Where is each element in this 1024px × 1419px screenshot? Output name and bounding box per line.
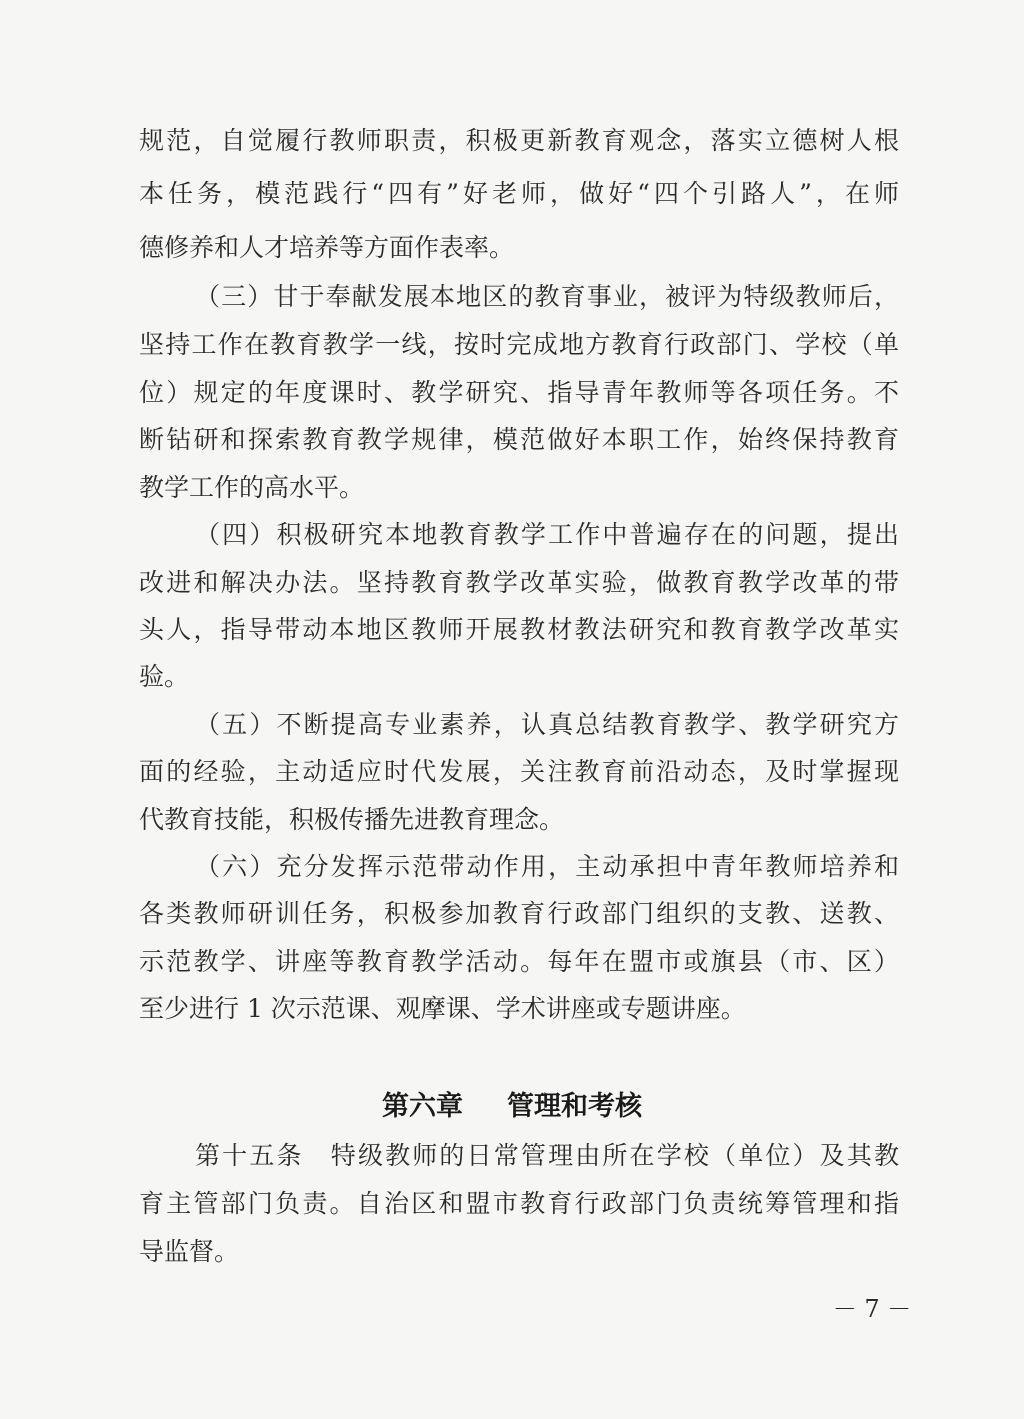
body-line: 头人，指导带动本地区教师开展教材教法研究和教育教学改革实 [139, 615, 899, 644]
body-line: 各类教师研训任务，积极参加教育行政部门组织的支教、送教、 [139, 899, 899, 928]
body-line: 本任务，模范践行“四有”好老师，做好“四个引路人”，在师 [139, 179, 899, 208]
body-line: （五）不断提高专业素养，认真总结教育教学、教学研究方 [195, 710, 899, 739]
body-line: 示范教学、讲座等教育教学活动。每年在盟市或旗县（市、区） [139, 947, 899, 976]
article-line: 育主管部门负责。自治区和盟市教育行政部门负责统筹管理和指 [139, 1189, 899, 1218]
body-line: （四）积极研究本地教育教学工作中普遍存在的问题，提出 [195, 520, 899, 549]
chapter-number: 第六章 [382, 1091, 463, 1122]
page-number: － 7 － [832, 1295, 912, 1323]
body-line: 断钻研和探索教育教学规律，模范做好本职工作，始终保持教育 [139, 425, 899, 454]
article-line: 第十五条 特级教师的日常管理由所在学校（单位）及其教 [195, 1141, 899, 1170]
body-line: 至少进行 1 次示范课、观摩课、学术讲座或专题讲座。 [139, 994, 746, 1023]
body-line: 验。 [139, 662, 190, 691]
article-line: 导监督。 [139, 1237, 240, 1266]
chapter-heading [0, 1089, 1024, 1125]
body-line: 德修养和人才培养等方面作表率。 [139, 233, 515, 262]
body-line: 代教育技能，积极传播先进教育理念。 [139, 805, 565, 834]
body-line: 教学工作的高水平。 [139, 473, 365, 502]
body-line: （六）充分发挥示范带动作用，主动承担中青年教师培养和 [195, 852, 899, 881]
body-line: 坚持工作在教育教学一线，按时完成地方教育行政部门、学校（单 [139, 330, 899, 359]
body-line: 位）规定的年度课时、教学研究、指导青年教师等各项任务。不 [139, 378, 899, 407]
body-line: 改进和解决办法。坚持教育教学改革实验，做教育教学改革的带 [139, 568, 899, 597]
body-line: （三）甘于奉献发展本地区的教育事业，被评为特级教师后， [195, 282, 899, 311]
body-line: 面的经验，主动适应时代发展，关注教育前沿动态，及时掌握现 [139, 757, 899, 786]
chapter-title: 管理和考核 [507, 1091, 642, 1122]
body-line: 规范，自觉履行教师职责，积极更新教育观念，落实立德树人根 [139, 126, 899, 155]
